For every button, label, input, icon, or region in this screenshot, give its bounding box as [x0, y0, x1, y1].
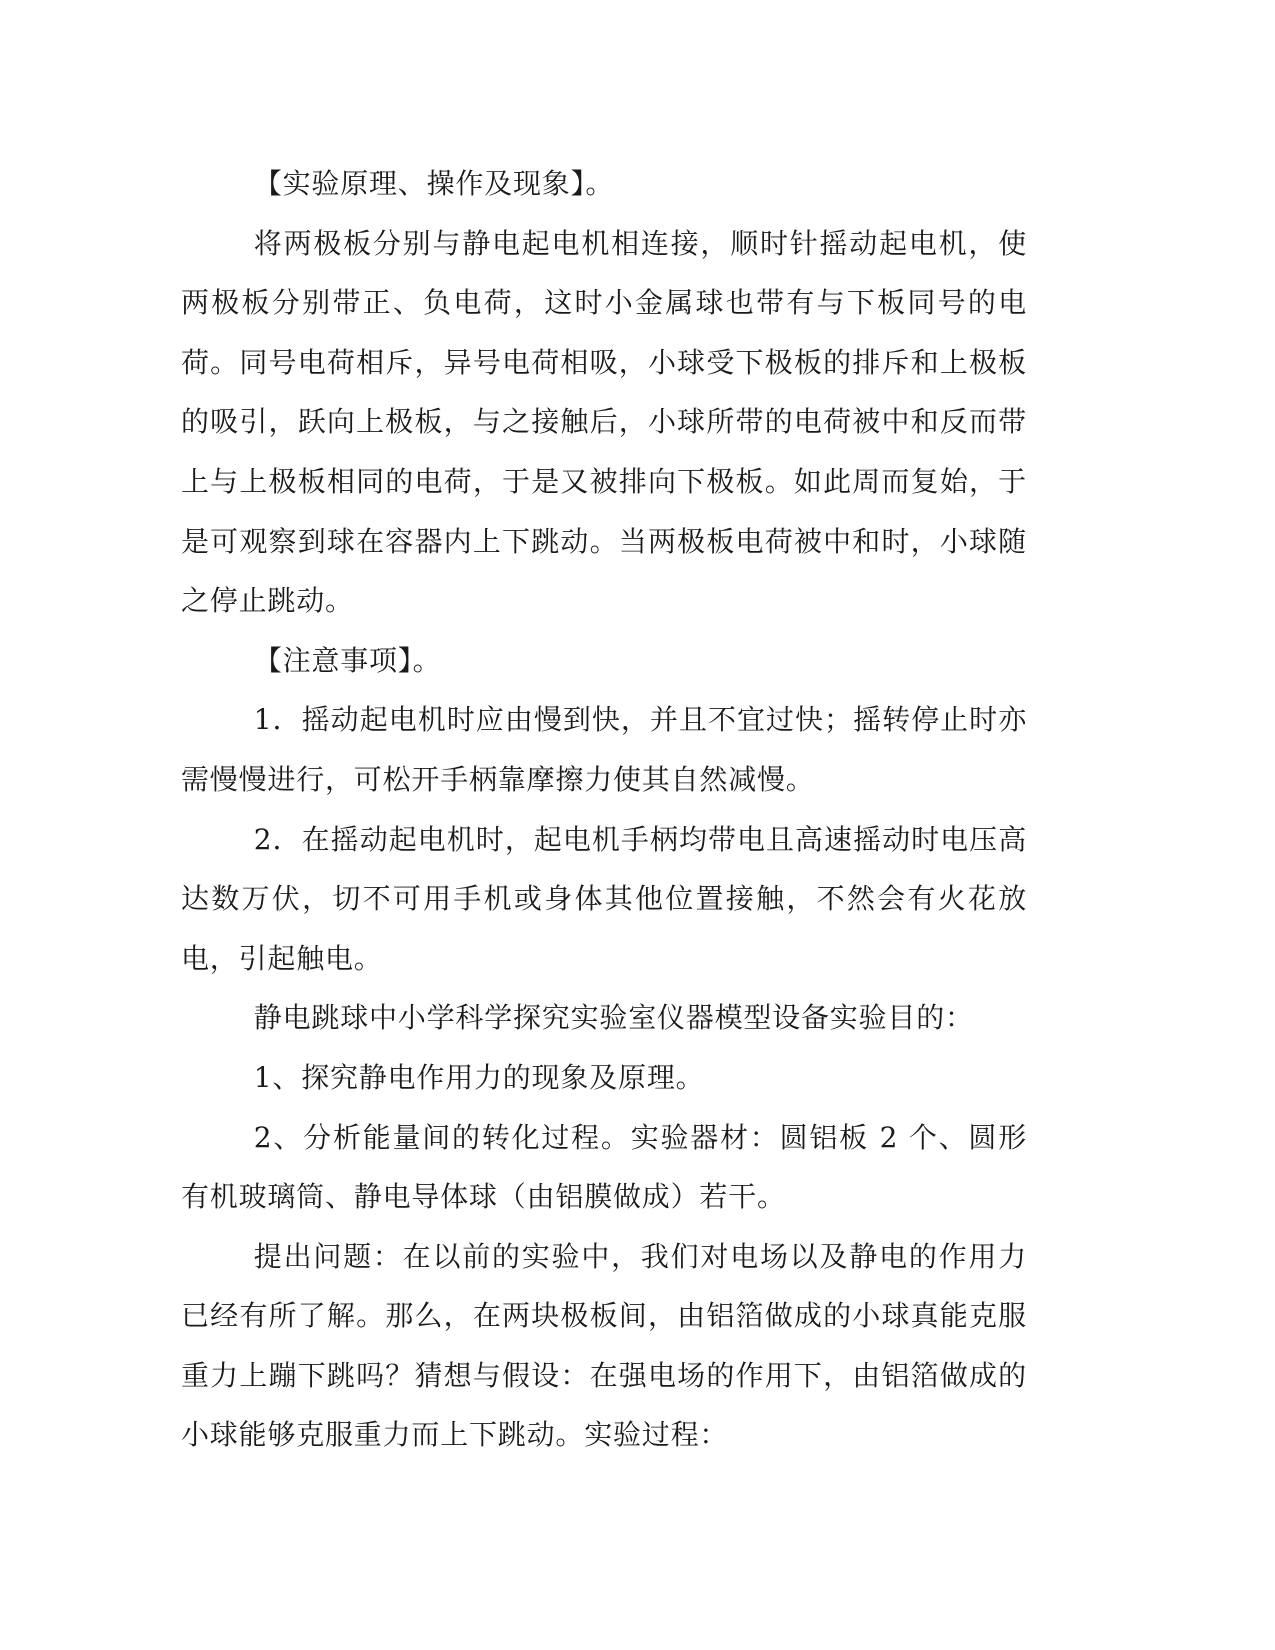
- paragraph-question-hypothesis: 提出问题：在以前的实验中，我们对电场以及静电的作用力已经有所了解。那么，在两块极板间，由铝箔做成的小球真能克服重力上蹦下跳吗？猜想与假设：在强电场的作用下，由铝箔做成的小球能够克服重力而上下跳动。实验过程：: [181, 1239, 1027, 1452]
- purpose-item-2: 2、分析能量间的转化过程。实验器材：圆铝板 2 个、圆形有机玻璃筒、静电导体球（由铝膜做成）若干。: [181, 1120, 1027, 1214]
- paragraph-experiment-purpose: 静电跳球中小学科学探究实验室仪器模型设备实验目的：: [253, 1001, 974, 1035]
- precaution-item-1: 1．摇动起电机时应由慢到快，并且不宜过快；摇转停止时亦需慢慢进行，可松开手柄靠摩擦力使其自然减慢。: [181, 703, 1027, 796]
- precaution-item-2: 2．在摇动起电机时，起电机手柄均带电且高速摇动时电压高达数万伏，切不可用手机或身体其他位置接触，不然会有火花放电，引起触电。: [181, 822, 1027, 975]
- section-heading-precautions: 【注意事项】。: [253, 643, 442, 677]
- purpose-item-1: 1、探究静电作用力的现象及原理。: [253, 1060, 705, 1094]
- document-page: [181, 154, 1027, 1465]
- paragraph-principle-description: 将两极板分别与静电起电机相连接，顺时针摇动起电机，使两极板分别带正、负电荷，这时小金属球也带有与下板同号的电荷。同号电荷相斥，异号电荷相吸，小球受下极板的排斥和上极板的吸引，跃向上极板，与之接触后，小球所带的电荷被中和反而带上与上极板相同的电荷，于是又被排向下极板。如此周而复始，于是可观察到球在容器内上下跳动。当两极板电荷被中和时，小球随之停止跳动。: [181, 226, 1027, 618]
- section-heading-principle: 【实验原理、操作及现象】。: [253, 167, 615, 200]
